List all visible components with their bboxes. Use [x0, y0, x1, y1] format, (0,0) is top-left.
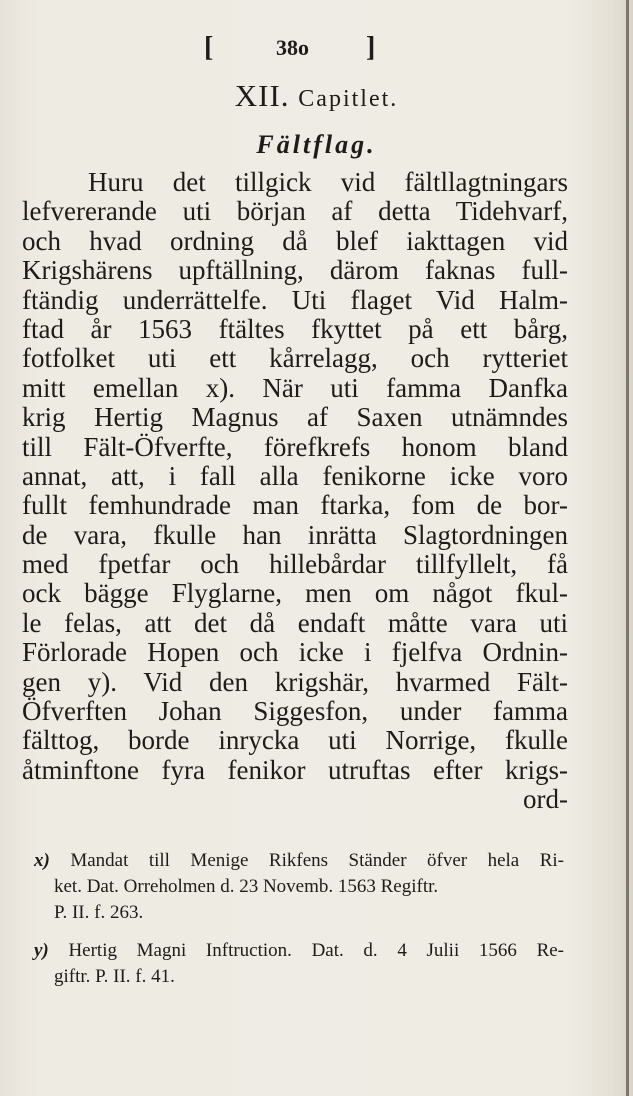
body-line: Huru det tillgick vid fältllagtningars — [88, 167, 568, 197]
body-line: ock bägge Flyglarne, men om något fkul- — [22, 578, 568, 609]
footnote-line: ket. Dat. Orreholmen d. 23 Novemb. 1563 Regiftr. — [54, 876, 439, 897]
body-line: ftändig underrättelfe. Uti flaget Vid Halm- — [22, 284, 568, 315]
chapter-number: XII. — [234, 78, 290, 113]
header-bracket-right: ] — [366, 32, 376, 63]
footnote-line — [34, 938, 564, 964]
page-number: 38o — [276, 35, 309, 60]
body-line: lefvererande uti början af detta Tidehvarf, — [22, 196, 568, 227]
body-line: åtminftone fyra fenikor utruftas efter krigs- — [22, 754, 568, 785]
page-header — [0, 28, 633, 68]
footnote-mark: x) — [34, 850, 50, 871]
body-line: Öfverften Johan Siggesfon, under famma — [22, 696, 568, 727]
chapter-heading — [0, 76, 633, 119]
body-line: ftad år 1563 ftältes fkyttet på ett bårg, — [22, 313, 568, 344]
page-edge — [626, 0, 629, 1096]
body-line: fullt femhundrade man ftarka, fom de bor- — [22, 490, 568, 521]
footnote-line: P. II. f. 263. — [54, 902, 144, 923]
header-bracket-left: [ — [204, 32, 214, 63]
section-subtitle: Fältflag. — [256, 130, 377, 159]
body-line: till Fält-Öfverfte, förefkrefs honom bland — [22, 431, 568, 462]
footnote-line — [34, 848, 564, 874]
body-line: Förlorade Hopen och icke i fjelfva Ordnin- — [22, 637, 568, 668]
footnote-mark: y) — [34, 940, 49, 961]
footnote-text: Hertig Magni Inftruction. Dat. d. 4 Julii 1566 Re- — [68, 940, 564, 961]
body-line: med fpetfar och hillebårdar tillfyllelt, få — [22, 549, 568, 580]
body-line: Krigshärens upftällning, därom faknas full- — [22, 255, 568, 286]
footnote-line: giftr. P. II. f. 41. — [54, 966, 175, 987]
body-line: fotfolket uti ett kårrelagg, och rytteriet — [22, 343, 568, 374]
body-line: de vara, fkulle han inrätta Slagtordningen — [22, 519, 568, 550]
footnotes — [34, 848, 564, 1002]
footnote-text: Mandat till Menige Rikfens Ständer öfver hela Ri- — [70, 850, 564, 871]
body-line: krig Hertig Magnus af Saxen utnämndes — [22, 402, 568, 433]
body-line: annat, att, i fall alla fenikorne icke voro — [22, 460, 568, 491]
footnote — [34, 848, 564, 926]
footnote — [34, 938, 564, 990]
chapter-title: Capitlet. — [298, 86, 399, 112]
body-line: mitt emellan x). När uti famma Danfka — [22, 372, 568, 403]
body-line: och hvad ordning då blef iakttagen vid — [22, 225, 568, 256]
catchword: ord- — [523, 784, 568, 815]
body-text — [22, 168, 568, 815]
body-line: le felas, att det då endaft måtte vara uti — [22, 607, 568, 638]
body-line: gen y). Vid den krigshär, hvarmed Fält- — [22, 666, 568, 697]
body-line: fälttog, borde inrycka uti Norrige, fkulle — [22, 725, 568, 756]
